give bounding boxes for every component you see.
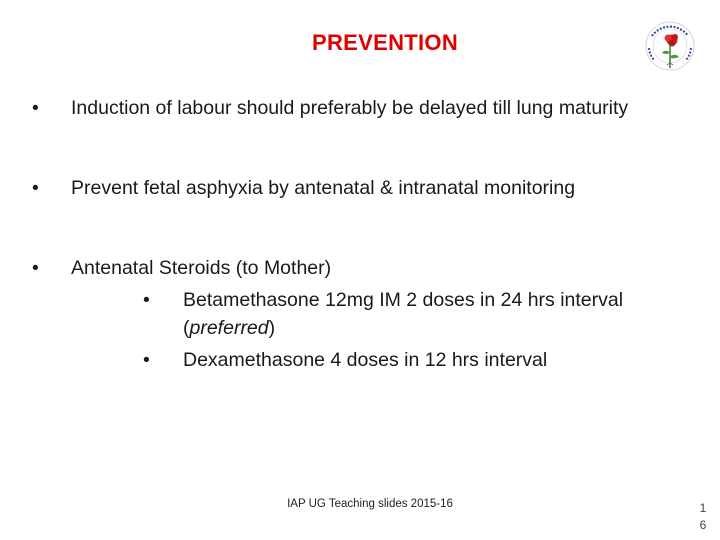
slide-footer: IAP UG Teaching slides 2015-16 (287, 498, 453, 510)
bullet-text: Induction of labour should preferably be delayed till lung maturity (71, 97, 629, 119)
bullet-item (30, 254, 670, 374)
bullet-list (30, 94, 670, 374)
page-number-digit: 1 (699, 501, 707, 515)
bullet-text: Prevent fetal asphyxia by antenatal & intranatal monitoring (71, 177, 576, 199)
bullet-text: Antenatal Steroids (to Mother) (71, 257, 332, 279)
bullet-item (30, 94, 670, 122)
iap-rose-emblem-icon (640, 18, 700, 78)
sub-bullet-item (143, 346, 670, 374)
page-number (693, 500, 713, 534)
sub-bullet-text: Betamethasone 12mg IM 2 doses in 24 hrs interval ( (183, 289, 624, 339)
sub-bullet-tail: ) (268, 317, 276, 339)
slide-title: PREVENTION (311, 30, 459, 55)
sub-bullet-emphasis: preferred (189, 317, 269, 339)
sub-bullet-item (143, 286, 670, 342)
page-number-digit: 6 (699, 518, 707, 532)
sub-bullet-text: Dexamethasone 4 doses in 12 hrs interval (183, 349, 548, 371)
bullet-item (30, 174, 670, 202)
